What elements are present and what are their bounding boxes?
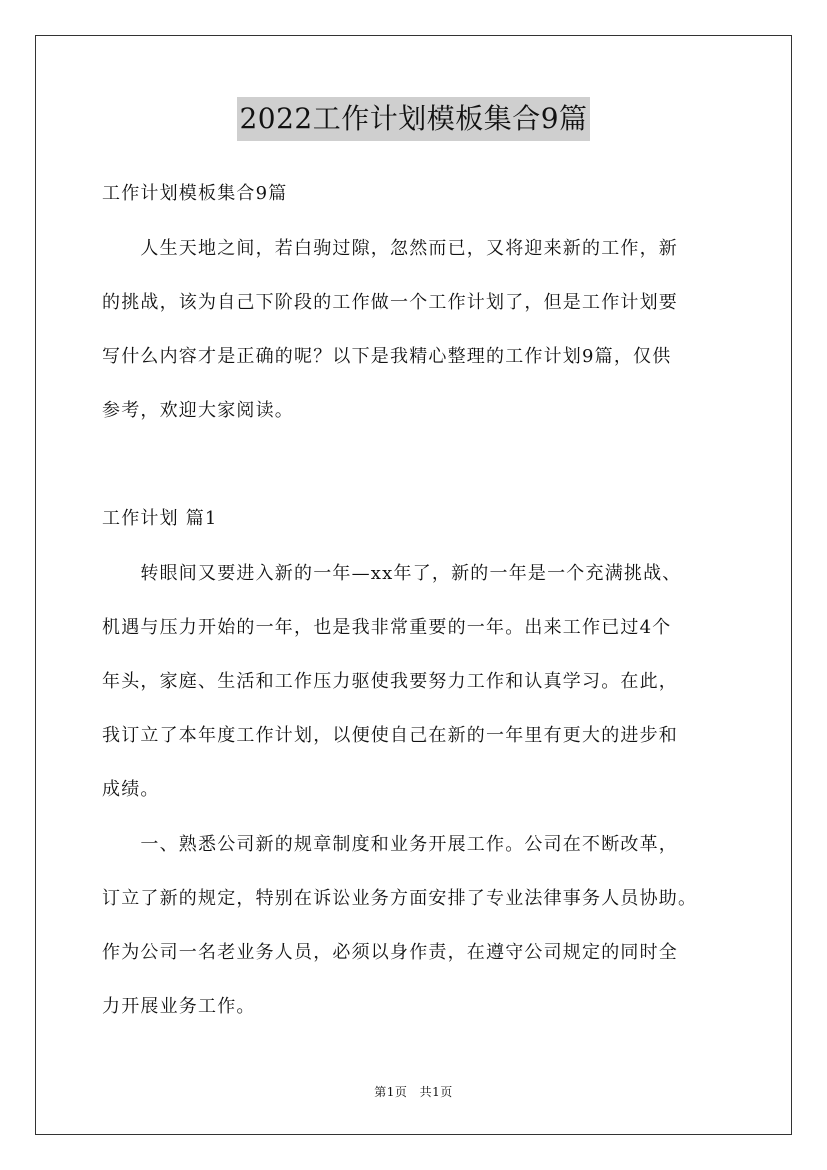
paragraph-line: 作为公司一名老业务人员，必须以身作责，在遵守公司规定的同时全 (102, 942, 678, 963)
page-number: 第1页 (374, 1085, 408, 1099)
paragraph-line: 的挑战，该为自己下阶段的工作做一个工作计划了，但是工作计划要 (102, 292, 678, 313)
page-total: 共1页 (419, 1085, 453, 1099)
paragraph-line: 写什么内容才是正确的呢？以下是我精心整理的工作计划9篇，仅供 (102, 346, 672, 367)
document-title: 2022工作计划模板集合9篇 (237, 97, 589, 141)
doc-subtitle: 工作计划模板集合9篇 (102, 183, 288, 204)
paragraph-line: 一、熟悉公司新的规章制度和业务开展工作。公司在不断改革， (102, 834, 678, 855)
paragraph-line: 年头，家庭、生活和工作压力驱使我要努力工作和认真学习。在此， (102, 671, 678, 692)
paragraph-line: 力开展业务工作。 (102, 996, 256, 1017)
paragraph-line: 机遇与压力开始的一年，也是我非常重要的一年。出来工作已过4个 (102, 617, 672, 638)
title-container (0, 97, 827, 141)
paragraph-line: 人生天地之间，若白驹过隙，忽然而已，又将迎来新的工作，新 (102, 238, 678, 259)
paragraph-line: 成绩。 (102, 779, 160, 800)
paragraph-line: 参考，欢迎大家阅读。 (102, 400, 294, 421)
paragraph-line: 订立了新的规定，特别在诉讼业务方面安排了专业法律事务人员协助。 (102, 888, 698, 909)
section-heading: 工作计划 篇1 (102, 508, 218, 529)
paragraph-line: 我订立了本年度工作计划，以便使自己在新的一年里有更大的进步和 (102, 725, 678, 746)
page-footer (0, 1084, 827, 1100)
paragraph-line: 转眼间又要进入新的一年—xx年了，新的一年是一个充满挑战、 (102, 563, 682, 584)
